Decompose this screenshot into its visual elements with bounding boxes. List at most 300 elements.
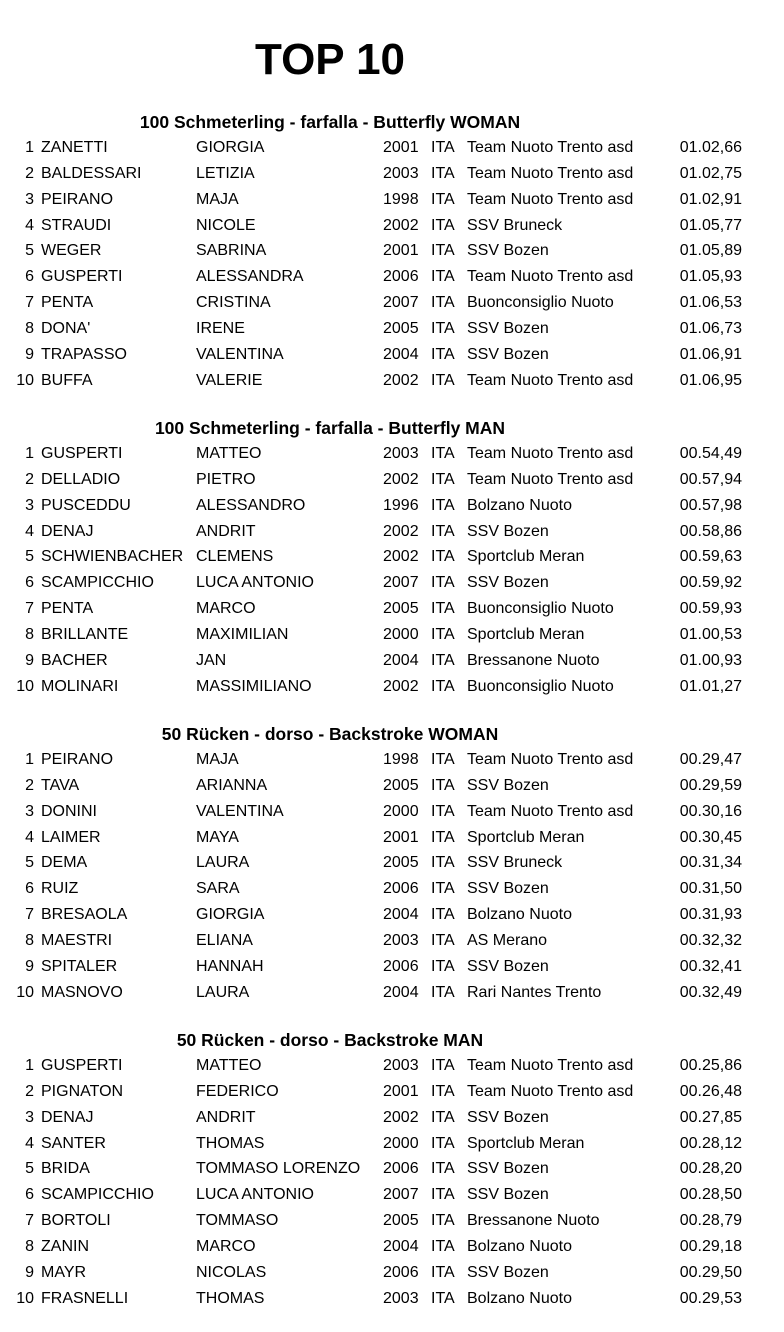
result-row xyxy=(0,1286,784,1312)
first-name-cell: VALENTINA xyxy=(196,345,284,363)
rank-cell: 5 xyxy=(25,1160,34,1178)
result-row xyxy=(0,238,784,264)
time-cell: 01.05,93 xyxy=(679,268,742,286)
result-row xyxy=(0,1260,784,1286)
time-cell: 00.31,50 xyxy=(679,880,742,898)
result-row xyxy=(0,213,784,239)
first-name-cell: ANDRIT xyxy=(196,1108,256,1126)
result-row xyxy=(0,161,784,187)
result-row xyxy=(0,135,784,161)
event-title: 50 Rücken - dorso - Backstroke WOMAN xyxy=(161,724,499,744)
last-name-cell: PUSCEDDU xyxy=(41,496,131,514)
result-row xyxy=(0,544,784,570)
first-name-cell: JAN xyxy=(196,651,227,669)
club-cell: SSV Bozen xyxy=(467,880,549,898)
result-row xyxy=(0,773,784,799)
nationality-cell: ITA xyxy=(431,625,455,643)
rank-cell: 4 xyxy=(25,1134,34,1152)
birth-year-cell: 2001 xyxy=(383,1082,419,1100)
birth-year-cell: 2007 xyxy=(383,294,419,312)
first-name-cell: THOMAS xyxy=(196,1134,265,1152)
rank-cell: 2 xyxy=(25,470,34,488)
birth-year-cell: 2002 xyxy=(383,371,419,389)
club-cell: Rari Nantes Trento xyxy=(467,983,602,1001)
birth-year-cell: 2007 xyxy=(383,1186,419,1204)
event-section xyxy=(0,415,784,699)
birth-year-cell: 2003 xyxy=(383,1289,419,1307)
event-title: 100 Schmeterling - farfalla - Butterfly MAN xyxy=(154,418,506,438)
birth-year-cell: 2001 xyxy=(383,828,419,846)
club-cell: SSV Bozen xyxy=(467,776,549,794)
time-cell: 00.30,45 xyxy=(679,828,742,846)
result-row xyxy=(0,368,784,394)
rank-cell: 6 xyxy=(25,1186,34,1204)
result-row xyxy=(0,596,784,622)
first-name-cell: CRISTINA xyxy=(196,294,271,312)
nationality-cell: ITA xyxy=(431,190,455,208)
club-cell: Team Nuoto Trento asd xyxy=(467,802,634,820)
rank-cell: 10 xyxy=(16,1289,34,1307)
rank-cell: 10 xyxy=(16,677,34,695)
nationality-cell: ITA xyxy=(431,1160,455,1178)
last-name-cell: BORTOLI xyxy=(41,1212,111,1230)
club-cell: Buonconsiglio Nuoto xyxy=(467,294,614,312)
time-cell: 01.06,53 xyxy=(679,294,742,312)
first-name-cell: LETIZIA xyxy=(196,164,255,182)
result-row xyxy=(0,1182,784,1208)
birth-year-cell: 2003 xyxy=(383,445,419,462)
club-cell: Sportclub Meran xyxy=(467,548,585,566)
nationality-cell: ITA xyxy=(431,345,455,363)
rank-cell: 8 xyxy=(25,625,34,643)
last-name-cell: PEIRANO xyxy=(41,190,114,208)
nationality-cell: ITA xyxy=(431,470,455,488)
rank-cell: 3 xyxy=(25,496,34,514)
club-cell: SSV Bruneck xyxy=(467,216,563,234)
result-row xyxy=(0,799,784,825)
event-title: 100 Schmeterling - farfalla - Butterfly WOMAN xyxy=(139,112,521,132)
nationality-cell: ITA xyxy=(431,1082,455,1100)
time-cell: 01.00,93 xyxy=(679,651,742,669)
club-cell: SSV Bozen xyxy=(467,1263,549,1281)
nationality-cell: ITA xyxy=(431,880,455,898)
first-name-cell: LAURA xyxy=(196,854,250,872)
rank-cell: 7 xyxy=(25,294,34,312)
birth-year-cell: 2002 xyxy=(383,548,419,566)
birth-year-cell: 2000 xyxy=(383,625,419,643)
club-cell: SSV Bozen xyxy=(467,242,549,260)
birth-year-cell: 2003 xyxy=(383,931,419,949)
rank-cell: 9 xyxy=(25,957,34,975)
club-cell: Team Nuoto Trento asd xyxy=(467,1057,634,1074)
time-cell: 01.06,73 xyxy=(679,319,742,337)
birth-year-cell: 2004 xyxy=(383,983,419,1001)
birth-year-cell: 2001 xyxy=(383,242,419,260)
nationality-cell: ITA xyxy=(431,294,455,312)
rank-cell: 9 xyxy=(25,1263,34,1281)
last-name-cell: MAESTRI xyxy=(41,931,113,949)
club-cell: SSV Bozen xyxy=(467,957,549,975)
result-row xyxy=(0,493,784,519)
result-row xyxy=(0,342,784,368)
nationality-cell: ITA xyxy=(431,242,455,260)
birth-year-cell: 2004 xyxy=(383,906,419,924)
nationality-cell: ITA xyxy=(431,139,455,156)
last-name-cell: PEIRANO xyxy=(41,751,114,768)
club-cell: Bressanone Nuoto xyxy=(467,651,600,669)
last-name-cell: BRIDA xyxy=(41,1160,90,1178)
birth-year-cell: 2004 xyxy=(383,345,419,363)
first-name-cell: SARA xyxy=(196,880,240,898)
nationality-cell: ITA xyxy=(431,854,455,872)
rank-cell: 8 xyxy=(25,319,34,337)
time-cell: 00.29,53 xyxy=(679,1289,742,1307)
rank-cell: 6 xyxy=(25,574,34,592)
result-row xyxy=(0,290,784,316)
first-name-cell: GIORGIA xyxy=(196,139,265,156)
club-cell: SSV Bozen xyxy=(467,1108,549,1126)
last-name-cell: BRESAOLA xyxy=(41,906,128,924)
nationality-cell: ITA xyxy=(431,828,455,846)
nationality-cell: ITA xyxy=(431,906,455,924)
first-name-cell: LAURA xyxy=(196,983,250,1001)
nationality-cell: ITA xyxy=(431,522,455,540)
birth-year-cell: 2003 xyxy=(383,164,419,182)
nationality-cell: ITA xyxy=(431,319,455,337)
nationality-cell: ITA xyxy=(431,600,455,618)
rank-cell: 7 xyxy=(25,906,34,924)
time-cell: 00.28,50 xyxy=(679,1186,742,1204)
first-name-cell: VALERIE xyxy=(196,371,263,389)
nationality-cell: ITA xyxy=(431,751,455,768)
result-row xyxy=(0,467,784,493)
last-name-cell: FRASNELLI xyxy=(41,1289,129,1307)
nationality-cell: ITA xyxy=(431,802,455,820)
last-name-cell: PIGNATON xyxy=(41,1082,124,1100)
result-row xyxy=(0,1079,784,1105)
first-name-cell: MAXIMILIAN xyxy=(196,625,289,643)
birth-year-cell: 2005 xyxy=(383,600,419,618)
birth-year-cell: 1998 xyxy=(383,190,419,208)
rank-cell: 9 xyxy=(25,651,34,669)
result-row xyxy=(0,954,784,980)
result-row xyxy=(0,876,784,902)
time-cell: 01.06,95 xyxy=(679,371,742,389)
nationality-cell: ITA xyxy=(431,1237,455,1255)
rank-cell: 8 xyxy=(25,1237,34,1255)
club-cell: Sportclub Meran xyxy=(467,1134,585,1152)
result-row xyxy=(0,622,784,648)
nationality-cell: ITA xyxy=(431,1212,455,1230)
first-name-cell: MAJA xyxy=(196,751,239,768)
nationality-cell: ITA xyxy=(431,216,455,234)
birth-year-cell: 2006 xyxy=(383,957,419,975)
first-name-cell: GIORGIA xyxy=(196,906,265,924)
club-cell: Bolzano Nuoto xyxy=(467,496,572,514)
first-name-cell: SABRINA xyxy=(196,242,267,260)
nationality-cell: ITA xyxy=(431,931,455,949)
last-name-cell: TRAPASSO xyxy=(41,345,127,363)
birth-year-cell: 2002 xyxy=(383,522,419,540)
last-name-cell: TAVA xyxy=(41,776,80,794)
club-cell: Team Nuoto Trento asd xyxy=(467,751,634,768)
rank-cell: 5 xyxy=(25,854,34,872)
last-name-cell: DENAJ xyxy=(41,1108,94,1126)
last-name-cell: MAYR xyxy=(41,1263,87,1281)
club-cell: SSV Bozen xyxy=(467,1186,549,1204)
birth-year-cell: 2000 xyxy=(383,802,419,820)
first-name-cell: ALESSANDRO xyxy=(196,496,306,514)
birth-year-cell: 2002 xyxy=(383,677,419,695)
result-row xyxy=(0,519,784,545)
first-name-cell: ARIANNA xyxy=(196,776,268,794)
club-cell: SSV Bozen xyxy=(467,574,549,592)
last-name-cell: SCAMPICCHIO xyxy=(41,574,154,592)
last-name-cell: GUSPERTI xyxy=(41,268,123,286)
club-cell: Bolzano Nuoto xyxy=(467,1237,572,1255)
club-cell: Team Nuoto Trento asd xyxy=(467,470,634,488)
time-cell: 01.05,89 xyxy=(679,242,742,260)
time-cell: 00.26,48 xyxy=(679,1082,742,1100)
nationality-cell: ITA xyxy=(431,371,455,389)
nationality-cell: ITA xyxy=(431,1289,455,1307)
last-name-cell: SCAMPICCHIO xyxy=(41,1186,154,1204)
event-section xyxy=(0,109,784,393)
first-name-cell: MARCO xyxy=(196,1237,256,1255)
last-name-cell: MOLINARI xyxy=(41,677,119,695)
rank-cell: 2 xyxy=(25,164,34,182)
last-name-cell: ZANETTI xyxy=(41,139,108,156)
club-cell: SSV Bruneck xyxy=(467,854,563,872)
last-name-cell: BALDESSARI xyxy=(41,164,142,182)
time-cell: 00.28,79 xyxy=(679,1212,742,1230)
time-cell: 01.05,77 xyxy=(679,216,742,234)
first-name-cell: VALENTINA xyxy=(196,802,284,820)
club-cell: Bolzano Nuoto xyxy=(467,906,572,924)
last-name-cell: SPITALER xyxy=(41,957,118,975)
result-row xyxy=(0,747,784,773)
result-row xyxy=(0,264,784,290)
birth-year-cell: 2002 xyxy=(383,216,419,234)
rank-cell: 10 xyxy=(16,371,34,389)
rank-cell: 8 xyxy=(25,931,34,949)
last-name-cell: STRAUDI xyxy=(41,216,112,234)
nationality-cell: ITA xyxy=(431,677,455,695)
rank-cell: 6 xyxy=(25,880,34,898)
rank-cell: 1 xyxy=(25,139,34,156)
first-name-cell: LUCA ANTONIO xyxy=(196,574,314,592)
result-row xyxy=(0,187,784,213)
event-section xyxy=(0,721,784,1005)
result-row xyxy=(0,674,784,700)
rank-cell: 1 xyxy=(25,445,34,462)
nationality-cell: ITA xyxy=(431,445,455,462)
last-name-cell: DELLADIO xyxy=(41,470,121,488)
club-cell: Buonconsiglio Nuoto xyxy=(467,677,614,695)
last-name-cell: PENTA xyxy=(41,600,94,618)
last-name-cell: BUFFA xyxy=(41,371,93,389)
time-cell: 00.59,92 xyxy=(679,574,742,592)
result-row xyxy=(0,850,784,876)
event-title: 50 Rücken - dorso - Backstroke MAN xyxy=(176,1030,484,1050)
last-name-cell: WEGER xyxy=(41,242,102,260)
nationality-cell: ITA xyxy=(431,548,455,566)
rank-cell: 7 xyxy=(25,600,34,618)
first-name-cell: CLEMENS xyxy=(196,548,274,566)
club-cell: SSV Bozen xyxy=(467,1160,549,1178)
last-name-cell: GUSPERTI xyxy=(41,445,123,462)
nationality-cell: ITA xyxy=(431,1057,455,1074)
nationality-cell: ITA xyxy=(431,983,455,1001)
birth-year-cell: 2002 xyxy=(383,470,419,488)
first-name-cell: NICOLE xyxy=(196,216,256,234)
time-cell: 00.58,86 xyxy=(679,522,742,540)
first-name-cell: TOMMASO LORENZO xyxy=(196,1160,361,1178)
first-name-cell: FEDERICO xyxy=(196,1082,279,1100)
time-cell: 00.28,12 xyxy=(679,1134,742,1152)
time-cell: 00.32,49 xyxy=(679,983,742,1001)
result-row xyxy=(0,441,784,467)
rank-cell: 4 xyxy=(25,522,34,540)
rank-cell: 1 xyxy=(25,1057,34,1074)
rank-cell: 4 xyxy=(25,216,34,234)
club-cell: Team Nuoto Trento asd xyxy=(467,139,634,156)
club-cell: Buonconsiglio Nuoto xyxy=(467,600,614,618)
last-name-cell: LAIMER xyxy=(41,828,101,846)
nationality-cell: ITA xyxy=(431,268,455,286)
result-row xyxy=(0,1105,784,1131)
birth-year-cell: 2001 xyxy=(383,139,419,156)
rank-cell: 9 xyxy=(25,345,34,363)
first-name-cell: TOMMASO xyxy=(196,1212,279,1230)
nationality-cell: ITA xyxy=(431,1108,455,1126)
time-cell: 00.29,47 xyxy=(679,751,742,768)
result-row xyxy=(0,980,784,1006)
rank-cell: 2 xyxy=(25,1082,34,1100)
first-name-cell: IRENE xyxy=(196,319,245,337)
first-name-cell: MAJA xyxy=(196,190,239,208)
club-cell: Team Nuoto Trento asd xyxy=(467,268,634,286)
time-cell: 00.30,16 xyxy=(679,802,742,820)
birth-year-cell: 2006 xyxy=(383,268,419,286)
nationality-cell: ITA xyxy=(431,957,455,975)
result-row xyxy=(0,1234,784,1260)
nationality-cell: ITA xyxy=(431,1263,455,1281)
nationality-cell: ITA xyxy=(431,776,455,794)
last-name-cell: SCHWIENBACHER xyxy=(41,548,184,566)
time-cell: 00.31,34 xyxy=(679,854,742,872)
birth-year-cell: 2007 xyxy=(383,574,419,592)
club-cell: SSV Bozen xyxy=(467,345,549,363)
time-cell: 01.02,66 xyxy=(679,139,742,156)
result-row xyxy=(0,902,784,928)
result-row xyxy=(0,316,784,342)
club-cell: Team Nuoto Trento asd xyxy=(467,445,634,462)
first-name-cell: ANDRIT xyxy=(196,522,256,540)
club-cell: Sportclub Meran xyxy=(467,625,585,643)
time-cell: 00.28,20 xyxy=(679,1160,742,1178)
rank-cell: 3 xyxy=(25,190,34,208)
event-section xyxy=(0,1027,784,1311)
rank-cell: 5 xyxy=(25,242,34,260)
rank-cell: 1 xyxy=(25,751,34,768)
birth-year-cell: 1996 xyxy=(383,496,419,514)
club-cell: Bressanone Nuoto xyxy=(467,1212,600,1230)
time-cell: 00.32,32 xyxy=(679,931,742,949)
nationality-cell: ITA xyxy=(431,1186,455,1204)
birth-year-cell: 2004 xyxy=(383,651,419,669)
first-name-cell: MATTEO xyxy=(196,445,262,462)
birth-year-cell: 2002 xyxy=(383,1108,419,1126)
first-name-cell: NICOLAS xyxy=(196,1263,267,1281)
birth-year-cell: 2006 xyxy=(383,1160,419,1178)
time-cell: 01.02,75 xyxy=(679,164,742,182)
last-name-cell: SANTER xyxy=(41,1134,106,1152)
page-title: TOP 10 xyxy=(254,35,406,84)
last-name-cell: PENTA xyxy=(41,294,94,312)
time-cell: 00.29,59 xyxy=(679,776,742,794)
result-row xyxy=(0,825,784,851)
first-name-cell: MAYA xyxy=(196,828,239,846)
time-cell: 01.06,91 xyxy=(679,345,742,363)
birth-year-cell: 2003 xyxy=(383,1057,419,1074)
rank-cell: 3 xyxy=(25,802,34,820)
result-row xyxy=(0,570,784,596)
result-row xyxy=(0,1053,784,1079)
rank-cell: 5 xyxy=(25,548,34,566)
club-cell: Sportclub Meran xyxy=(467,828,585,846)
club-cell: Team Nuoto Trento asd xyxy=(467,190,634,208)
first-name-cell: MARCO xyxy=(196,600,256,618)
first-name-cell: PIETRO xyxy=(196,470,256,488)
rank-cell: 10 xyxy=(16,983,34,1001)
time-cell: 00.57,98 xyxy=(679,496,742,514)
birth-year-cell: 2005 xyxy=(383,776,419,794)
nationality-cell: ITA xyxy=(431,164,455,182)
first-name-cell: MATTEO xyxy=(196,1057,262,1074)
last-name-cell: BRILLANTE xyxy=(41,625,129,643)
nationality-cell: ITA xyxy=(431,1134,455,1152)
rank-cell: 2 xyxy=(25,776,34,794)
last-name-cell: DENAJ xyxy=(41,522,94,540)
time-cell: 00.54,49 xyxy=(679,445,742,462)
club-cell: SSV Bozen xyxy=(467,319,549,337)
rank-cell: 7 xyxy=(25,1212,34,1230)
first-name-cell: THOMAS xyxy=(196,1289,265,1307)
birth-year-cell: 2000 xyxy=(383,1134,419,1152)
time-cell: 01.00,53 xyxy=(679,625,742,643)
result-row xyxy=(0,1208,784,1234)
rank-cell: 6 xyxy=(25,268,34,286)
club-cell: Team Nuoto Trento asd xyxy=(467,371,634,389)
last-name-cell: ZANIN xyxy=(41,1237,89,1255)
club-cell: Bolzano Nuoto xyxy=(467,1289,572,1307)
last-name-cell: RUIZ xyxy=(41,880,79,898)
first-name-cell: ELIANA xyxy=(196,931,253,949)
birth-year-cell: 2006 xyxy=(383,1263,419,1281)
birth-year-cell: 2005 xyxy=(383,319,419,337)
birth-year-cell: 2005 xyxy=(383,1212,419,1230)
result-row xyxy=(0,1156,784,1182)
last-name-cell: MASNOVO xyxy=(41,983,123,1001)
time-cell: 00.29,18 xyxy=(679,1237,742,1255)
result-row xyxy=(0,928,784,954)
rank-cell: 4 xyxy=(25,828,34,846)
result-row xyxy=(0,1131,784,1157)
nationality-cell: ITA xyxy=(431,574,455,592)
time-cell: 00.31,93 xyxy=(679,906,742,924)
time-cell: 01.02,91 xyxy=(679,190,742,208)
